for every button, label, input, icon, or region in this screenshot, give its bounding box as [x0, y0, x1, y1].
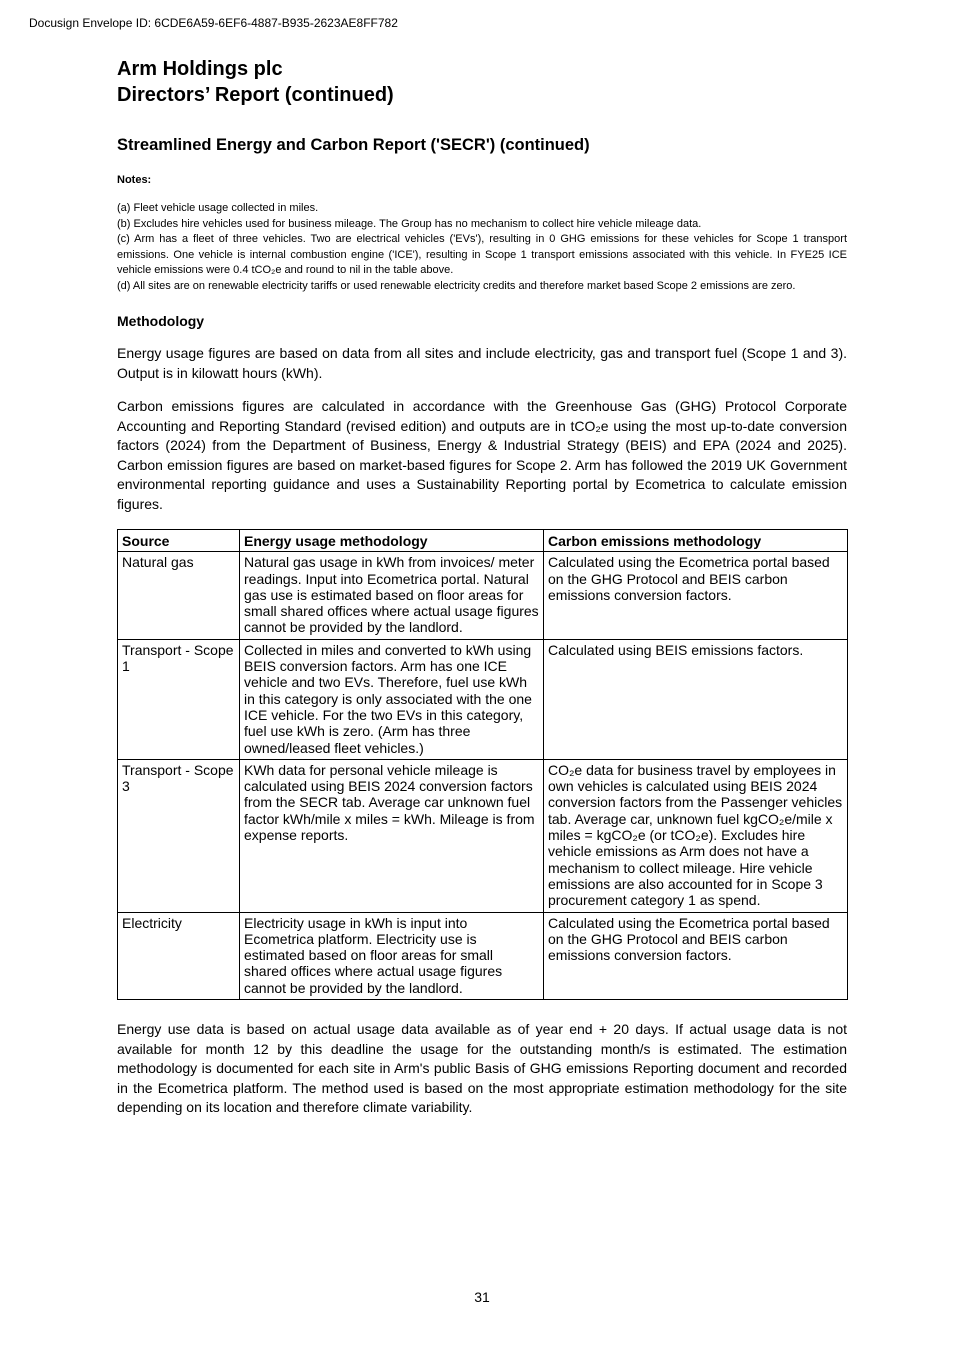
- cell-source: Transport - Scope 3: [118, 759, 240, 912]
- notes-list: [117, 201, 847, 294]
- envelope-id: Docusign Envelope ID: 6CDE6A59-6EF6-4887-B935-2623AE8FF782: [29, 16, 398, 30]
- cell-source: Electricity: [118, 912, 240, 999]
- cell-carbon: Calculated using BEIS emissions factors.: [544, 639, 848, 759]
- note-item: (c) Arm has a fleet of three vehicles. Two are electrical vehicles ('EVs'), resulting in 0 GHG emissions for these vehicles for Scope 1 transport emissions. One vehicle is internal combustion engine ('ICE'), resulting in Scope 1 transport emissions associated with this vehicle. In FYE25 ICE vehicle emissions were 0.4 tCO₂e and round to nil in the table above.: [117, 233, 847, 276]
- table-row: [118, 552, 848, 639]
- closing-paragraph: Energy use data is based on actual usage data available as of year end + 20 days. If actual usage data is not available for month 12 by this deadline the usage for the outstanding month/s is estimated. The estimation methodology is documented for each site in Arm's public Basis of GHG emissions Reporting document and recorded in the Ecometrica platform. The method used is based on the most appropriate estimation methodology for the site depending on its location and therefore climate variability.: [117, 1021, 847, 1116]
- note-item: (a) Fleet vehicle usage collected in miles.: [117, 202, 319, 214]
- column-header-energy: Energy usage methodology: [240, 530, 544, 552]
- cell-energy: Collected in miles and converted to kWh using BEIS conversion factors. Arm has one ICE vehicle and two EVs. Therefore, fuel use kWh in this category is only associated with the one ICE vehicle. For the two EVs in this category, fuel use kWh is zero. (Arm has three owned/leased fleet vehicles.): [240, 639, 544, 759]
- page-content: [117, 56, 847, 1118]
- page-number: 31: [474, 1289, 490, 1305]
- section-title: Streamlined Energy and Carbon Report ('SECR') (continued): [117, 136, 590, 154]
- note-item: (d) All sites are on renewable electricity tariffs or used renewable electricity credits and therefore market based Scope 2 emissions are zero.: [117, 279, 796, 292]
- table-row: [118, 759, 848, 912]
- notes-label: Notes:: [117, 174, 152, 186]
- methodology-paragraph: Carbon emissions figures are calculated in accordance with the Greenhouse Gas (GHG) Protocol Corporate Accounting and Reporting Standard (revised edition) and outputs are in tCO₂e using the most up-to-date conversion factors (2024) from the Department of Business, Energy & Industrial Strategy (BEIS) and EPA (2024 and 2025). Carbon emission figures are based on market-based figures for Scope 2. Arm has followed the 2019 UK Government environmental reporting guidance and uses a Sustainability Reporting portal by Ecometrica to calculate emission figures.: [117, 398, 847, 512]
- methodology-paragraph: Energy usage figures are based on data from all sites and include electricity, gas and transport fuel (Scope 1 and 3). Output is in kilowatt hours (kWh).: [117, 345, 847, 381]
- cell-carbon: Calculated using the Ecometrica portal based on the GHG Protocol and BEIS carbon emissions conversion factors.: [544, 552, 848, 639]
- report-subtitle: Directors’ Report (continued): [117, 84, 394, 106]
- cell-source: Natural gas: [118, 552, 240, 639]
- table-header-row: [118, 530, 848, 552]
- table-row: [118, 912, 848, 999]
- methodology-table: [117, 529, 848, 1000]
- cell-source: Transport - Scope 1: [118, 639, 240, 759]
- company-name: Arm Holdings plc: [117, 58, 283, 80]
- column-header-source: Source: [118, 530, 240, 552]
- column-header-carbon: Carbon emissions methodology: [544, 530, 848, 552]
- cell-energy: Electricity usage in kWh is input into Ecometrica platform. Electricity use is estimated based on floor areas for small shared offices where actual usage figures cannot be provided by the landlord.: [240, 912, 544, 999]
- cell-carbon: Calculated using the Ecometrica portal based on the GHG Protocol and BEIS carbon emissions conversion factors.: [544, 912, 848, 999]
- cell-energy: KWh data for personal vehicle mileage is calculated using BEIS 2024 conversion factors from the SECR tab. Average car unknown fuel factor kWh/mile x miles = kWh. Mileage is from expense reports.: [240, 759, 544, 912]
- note-item: (b) Excludes hire vehicles used for business mileage. The Group has no mechanism to collect hire vehicle mileage data.: [117, 217, 702, 230]
- methodology-title: Methodology: [117, 313, 205, 329]
- table-row: [118, 639, 848, 759]
- cell-carbon: CO₂e data for business travel by employees in own vehicles is calculated using BEIS 2024 conversion factors from the Passenger vehicles tab. Average car, unknown fuel kgCO₂e/mile x miles = kgCO₂e (or tCO₂e). Excludes hire vehicle emissions as Arm does not have a mechanism to collect mileage. Hire vehicle emissions are also accounted for in Scope 3 procurement category 1 as spend.: [544, 759, 848, 912]
- cell-energy: Natural gas usage in kWh from invoices/ meter readings. Input into Ecometrica portal. Natural gas use is estimated based on floor areas for small shared offices where actual usage figures cannot be provided by the landlord.: [240, 552, 544, 639]
